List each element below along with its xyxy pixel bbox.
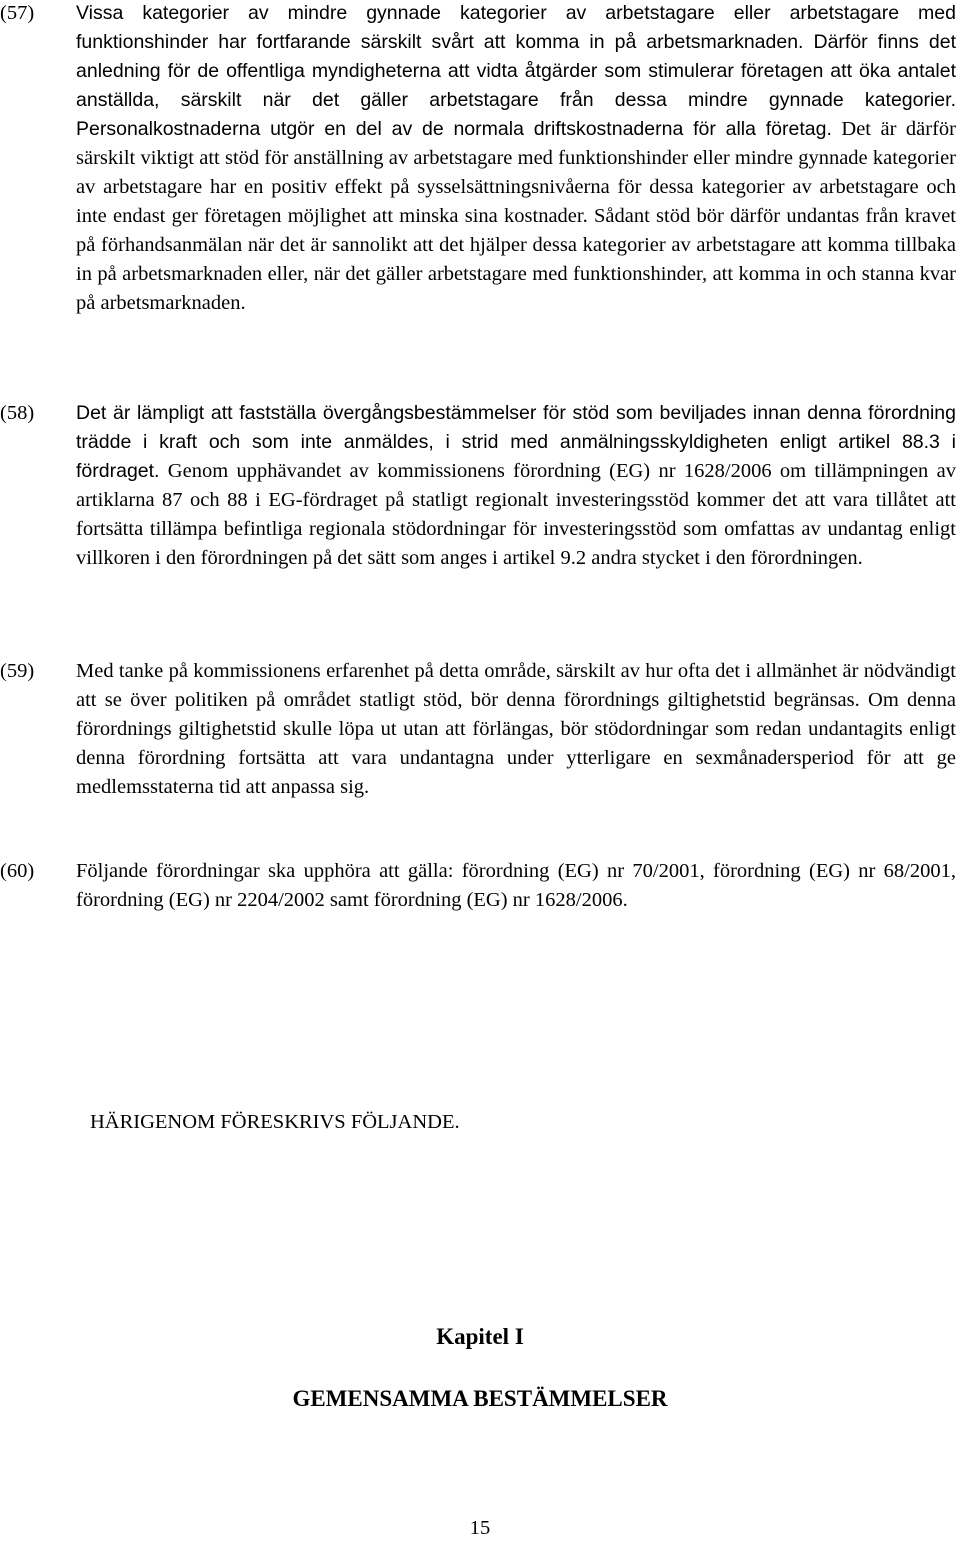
recital-number: (59) <box>0 660 35 682</box>
recital-text-part: Med tanke på kommissionens erfarenhet på detta område, särskilt av hur ofta det i allmänhet är nödvändigt att se över politiken på området statligt stöd, bör denna förordnings giltighetstid begränsas. <box>76 660 956 711</box>
recital-text <box>76 657 956 802</box>
recital-text-part: Genom upphävandet av kommissionens förordning (EG) nr 1628/2006 om tillämpningen av artiklarna 87 och 88 i EG-fördraget på statligt regionalt investeringsstöd kommer det att vara tillåtet att fortsätta tillämpa befintliga regionala stödordningar för investeringsstöd som omfattas av undantag enligt villkoren i den förordningen på det sätt som anges i artikel 9.2 andra stycket i den förordningen. <box>76 460 956 569</box>
recital-text-part: Om denna förordnings giltighetstid skulle löpa ut utan att förlängas, bör stödordningar som redan undantagits enligt denna förordning fortsätta att vara undantagna under ytterligare en sexmånadersperiod för att ge medlemsstaterna tid att anpassa sig. <box>76 689 956 798</box>
recital-number: (60) <box>0 860 35 882</box>
recital-text-part: Följande förordningar ska upphöra att gälla: förordning (EG) nr 70/2001, förordning (EG) nr 68/2001, förordning (EG) nr 2204/2002 samt förordning (EG) nr 1628/2006. <box>76 860 956 911</box>
enacting-formula: HÄRIGENOM FÖRESKRIVS FÖLJANDE. <box>90 1111 460 1133</box>
chapter-number: Kapitel I <box>436 1324 524 1349</box>
recital-number: (58) <box>0 402 35 424</box>
recital-text-part: Det är därför särskilt viktigt att stöd för anställning av arbetstagare med funktionshinder eller mindre gynnade kategorier av arbetstagare har en positiv effekt på sysselsättningsnivåerna för dessa kategorier av arbetstagare och inte endast ger företagen möjlighet att minska sina kostnader. Sådant stöd bör därför undantas från kravet på förhandsanmälan när det är sannolikt att det hjälper dessa kategorier av arbetstagare att komma tillbaka in på arbetsmarknaden eller, när det gäller arbetstagare med funktionshinder, att komma in och stanna kvar på arbetsmarknaden. <box>76 118 956 314</box>
recital-text <box>76 0 956 318</box>
recital-text <box>76 857 956 915</box>
page-number: 15 <box>469 1517 491 1539</box>
recital-text-part: Det är lämpligt att fastställa övergångsbestämmelser för stöd som beviljades innan denna förordning trädde i kraft och som inte anmäldes, i strid med anmälningsskyldigheten enligt artikel 88.3 i fördraget. <box>76 402 956 482</box>
recital-text <box>76 399 956 573</box>
chapter-title: GEMENSAMMA BESTÄMMELSER <box>292 1386 668 1411</box>
recital-text-part: Vissa kategorier av mindre gynnade kategorier av arbetstagare eller arbetstagare med funktionshinder har fortfarande särskilt svårt att komma in på arbetsmarknaden. Därför finns det anledning för de offentliga myndigheterna att vidta åtgärder som stimulerar företagen att öka antalet anställda, särskilt när det gäller arbetstagare från dessa mindre gynnade kategorier. Personalkostnaderna utgör en del av de normala driftskostnaderna för alla företag. <box>76 2 956 140</box>
recital-number: (57) <box>0 2 35 24</box>
